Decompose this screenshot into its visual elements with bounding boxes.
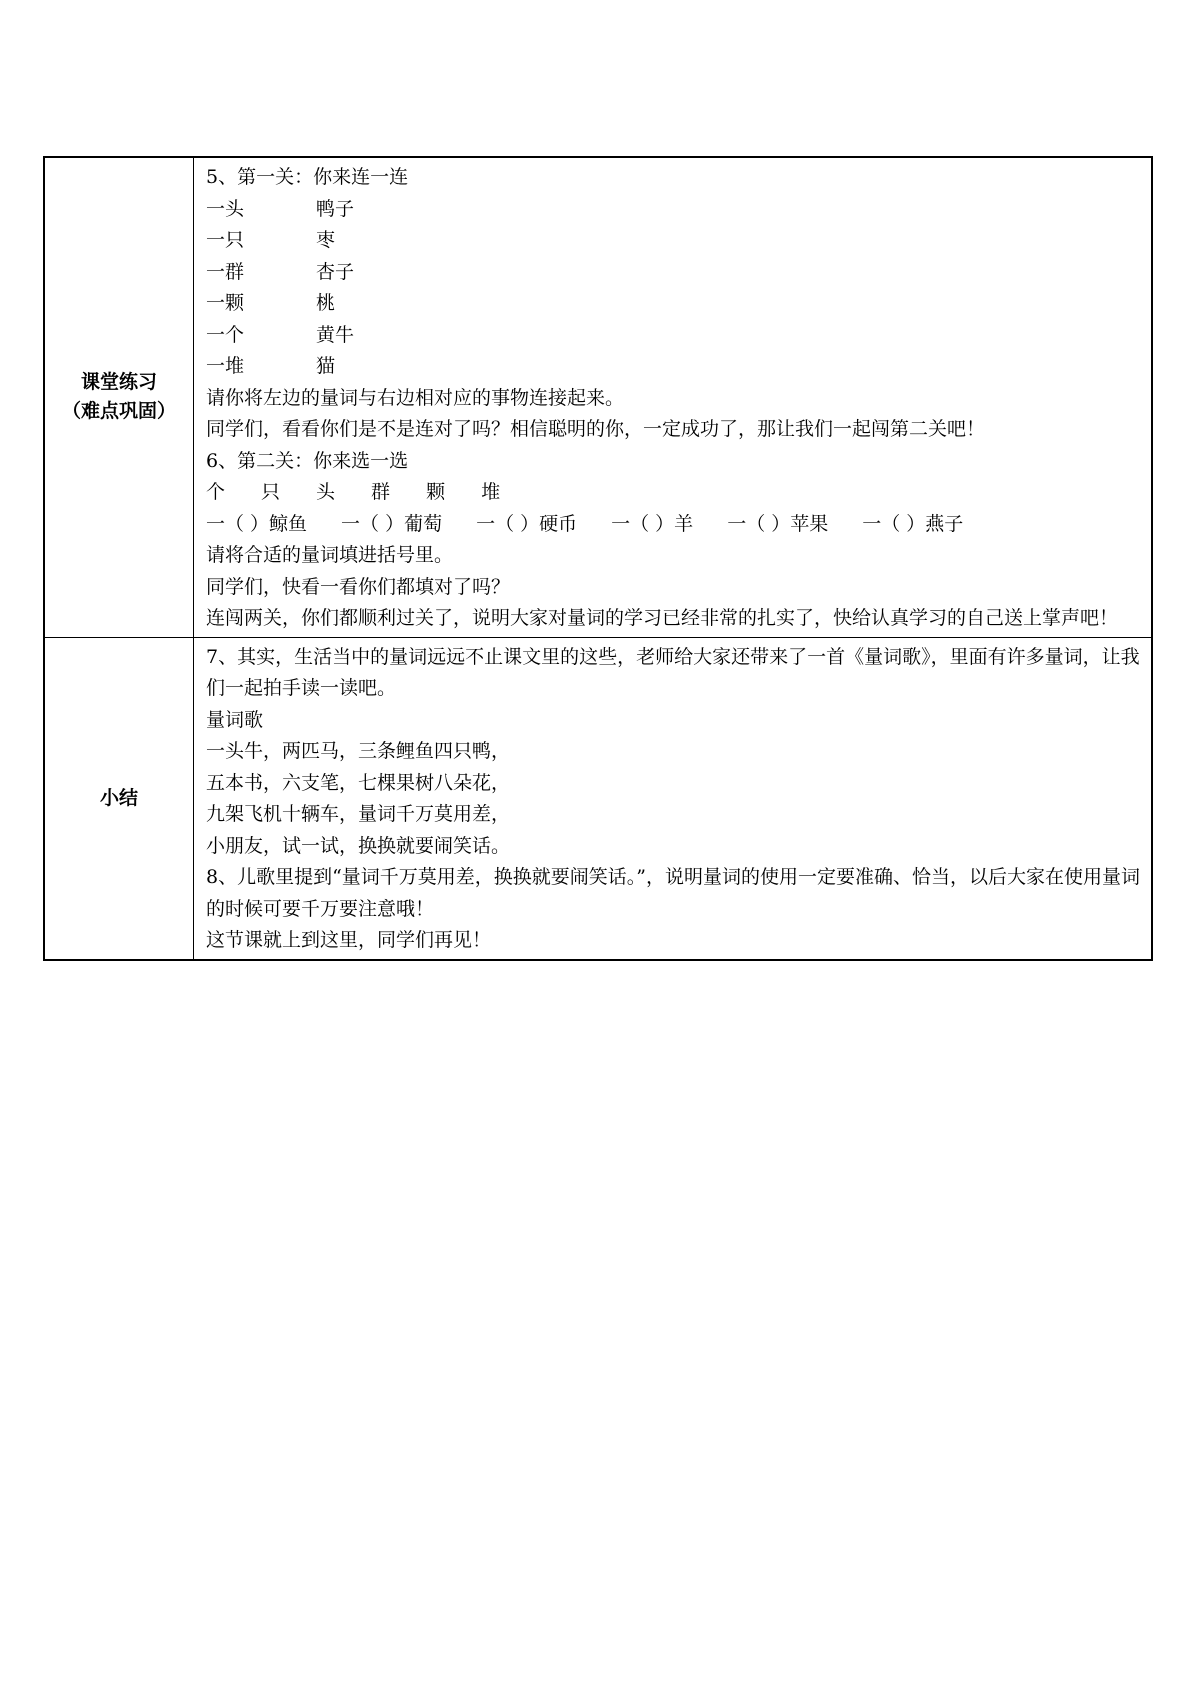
noun-word: 黄牛 [316,323,355,346]
song-line: 小朋友，试一试，换换就要闹笑话。 [206,834,511,857]
pair-row [206,351,1141,383]
q8-text: 8、儿歌里提到“量词千万莫用差，换换就要闹笑话。”，说明量词的使用一定要准确、恰当，以后大家在使用量词的时候可要千万要注意哦！ [206,866,1141,920]
practice-content [194,157,1153,637]
q6-feedback: 同学们，快看一看你们都填对了吗？ [206,575,511,598]
song-line: 一头牛，两匹马，三条鲤鱼四只鸭， [206,740,511,762]
measure-word: 一堆 [206,355,245,377]
summary-content [194,637,1153,960]
pair-row [206,194,1141,226]
measure-word: 一颗 [206,292,245,314]
practice-label-cell [44,157,194,637]
q5-instruction: 请你将左边的量词与右边相对应的事物连接起来。 [206,386,625,409]
summary-row [44,637,1152,960]
pair-row [206,320,1141,352]
practice-row [44,157,1152,637]
blank-item: 一（ ）羊 [611,512,694,535]
q6-title: 6、第二关：你来选一选 [206,449,409,472]
pair-row [206,225,1141,257]
blank-item: 一（ ）葡萄 [341,512,443,535]
q7-text: 7、其实，生活当中的量词远远不止课文里的这些，老师给大家还带来了一首《量词歌》，里面有许多量词，让我们一起拍手读一读吧。 [206,645,1140,699]
choice-word: 个 [206,481,226,503]
measure-word: 一只 [206,229,245,251]
noun-word: 桃 [316,292,336,314]
pair-row [206,257,1141,289]
measure-word: 一个 [206,323,245,346]
song-title: 量词歌 [206,708,264,731]
blank-item: 一（ ）硬币 [476,512,578,535]
blank-item: 一（ ）燕子 [862,512,964,535]
closing-text: 这节课就上到这里，同学们再见！ [206,929,492,951]
song-line: 五本书，六支笔，七棵果树八朵花， [206,771,511,794]
measure-word: 一头 [206,197,245,220]
choice-word: 堆 [481,481,501,503]
measure-word-choices [206,477,1141,509]
summary-label-cell [44,637,194,960]
choice-word: 头 [316,481,336,503]
q6-praise: 连闯两关，你们都顺利过关了，说明大家对量词的学习已经非常的扎实了，快给认真学习的自己送上掌声吧！ [206,607,1119,629]
noun-word: 猫 [316,355,336,377]
choice-word: 群 [371,481,391,503]
q6-instruction: 请将合适的量词填进括号里。 [206,544,454,566]
q5-feedback: 同学们，看看你们是不是连对了吗？相信聪明的你，一定成功了，那让我们一起闯第二关吧！ [206,418,986,440]
practice-sublabel: （难点巩固） [61,400,176,423]
noun-word: 杏子 [316,260,355,283]
blank-item: 一（ ）鲸鱼 [206,512,308,535]
fill-in-blanks [206,509,1141,541]
noun-word: 鸭子 [316,197,355,220]
summary-label: 小结 [99,786,138,809]
measure-word: 一群 [206,260,245,283]
pair-row [206,288,1141,320]
choice-word: 只 [261,481,281,503]
q5-title: 5、第一关：你来连一连 [206,166,409,188]
song-line: 九架飞机十辆车，量词千万莫用差， [206,803,511,825]
practice-label: 课堂练习 [80,371,157,394]
noun-word: 枣 [316,229,336,251]
choice-word: 颗 [426,481,446,503]
lesson-plan-table [43,156,1153,961]
blank-item: 一（ ）苹果 [727,512,829,535]
